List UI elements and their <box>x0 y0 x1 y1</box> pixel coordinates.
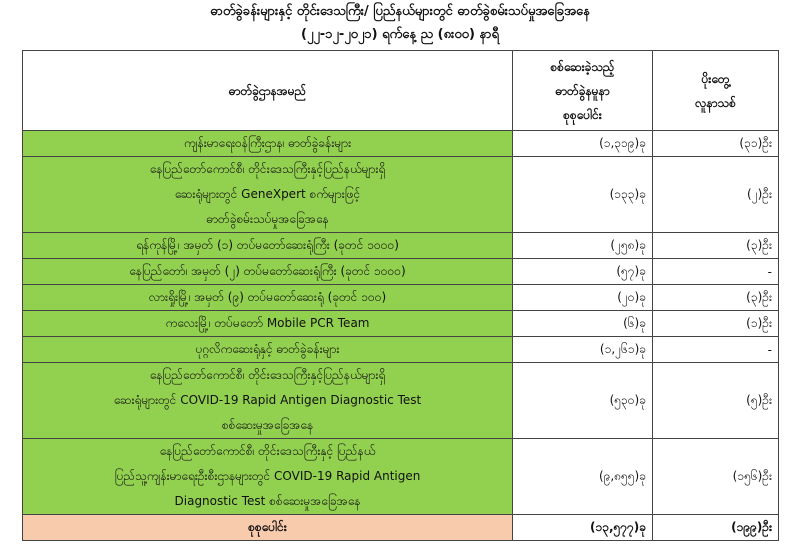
lab-name-cell <box>23 131 513 157</box>
total-tested: (၁၃,၅၇၇)ခု <box>589 519 646 534</box>
tested-count: (၂၅၈)ခု <box>610 237 646 252</box>
tested-count-cell <box>513 131 653 157</box>
positive-count: (၁)ဦး <box>746 315 772 330</box>
tested-count: (၉,၈၅၅)ခု <box>598 468 646 483</box>
tested-count: (၁,၂၆၁)ခု <box>599 341 646 356</box>
table-row <box>23 337 779 363</box>
tested-count-cell <box>513 233 653 259</box>
lab-name-text: နေပြည်တော်ကောင်စီ၊ တိုင်းဒေသကြီးနှင့် ပြည်နယ် <box>159 444 376 458</box>
table-row <box>23 439 779 515</box>
lab-name-cell <box>23 233 513 259</box>
tested-count-cell <box>513 157 653 233</box>
total-tested-cell <box>513 515 653 541</box>
total-row <box>23 515 779 541</box>
lab-name-cell <box>23 157 513 233</box>
header-lab-name <box>23 51 513 131</box>
lab-name-text: လားရှိုးမြို့၊ အမှတ် (၉) တပ်မတော်ဆေးရုံ (ခုတင် ၁၀၀) <box>148 290 387 304</box>
tested-count: (၂၀)ခု <box>617 289 646 304</box>
header-row <box>23 51 779 131</box>
tested-count: (၆)ခု <box>623 315 646 330</box>
header-tested <box>513 51 653 131</box>
positive-count-cell <box>653 233 779 259</box>
header-tested-line-2: ဓာတ်ခွဲနမူနာ <box>555 83 610 98</box>
positive-count: (၅)ဦး <box>746 392 772 407</box>
tested-count: (၁၃၃)ခု <box>609 186 646 201</box>
positive-count-cell <box>653 131 779 157</box>
tested-count-cell <box>513 337 653 363</box>
lab-name-text: ပုဂ္ဂလိကဆေးရုံနှင့် ဓာတ်ခွဲခန်းများ <box>195 342 340 356</box>
total-positive-cell <box>653 515 779 541</box>
positive-count: (၁၅၆)ဦး <box>732 468 772 483</box>
positive-count: (၃)ဦး <box>746 237 772 252</box>
tested-count: (၅၃၀)ခု <box>609 392 646 407</box>
positive-count: - <box>767 264 772 279</box>
tested-count-cell <box>513 285 653 311</box>
positive-count-cell <box>653 157 779 233</box>
positive-count-cell <box>653 259 779 285</box>
total-label: စုစုပေါင်း <box>248 520 287 534</box>
lab-name-text: ကျန်းမာရေးဝန်ကြီးဌာန၊ ဓာတ်ခွဲခန်းများ <box>183 136 352 150</box>
lab-name-cell <box>23 439 513 515</box>
table-row <box>23 157 779 233</box>
tested-count-cell <box>513 259 653 285</box>
table-row <box>23 311 779 337</box>
positive-count: - <box>767 342 772 357</box>
lab-name-text: နေပြည်တော်ကောင်စီ၊ တိုင်းဒေသကြီးနှင့်ပြည်နယ်များရှိ <box>149 162 386 176</box>
total-positive: (၁၉၉)ဦး <box>731 519 772 534</box>
tested-count: (၁,၃၁၉)ခု <box>599 135 646 150</box>
header-lab-name-text: ဓာတ်ခွဲဌာနအမည် <box>228 83 307 98</box>
lab-name-text: ကလေးမြို့၊ တပ်မတော် Mobile PCR Team <box>165 316 370 330</box>
header-tested-line-3: စုစုပေါင်း <box>563 107 602 122</box>
lab-name-cell <box>23 337 513 363</box>
report-date: (၂၂-၁၂-၂၀၂၁) ရက်နေ့ ည (၈း၀၀) နာရီ <box>301 27 499 42</box>
lab-name-text: ဓာတ်ခွဲစမ်းသပ်မှုအခြေအနေ <box>206 212 329 226</box>
lab-name-text: ဆေးရုံများတွင် COVID-19 Rapid Antigen Diagnostic Test <box>113 393 422 407</box>
positive-count-cell <box>653 363 779 439</box>
lab-name-cell <box>23 311 513 337</box>
lab-name-cell <box>23 259 513 285</box>
lab-testing-table <box>22 50 779 541</box>
lab-name-text: စစ်ဆေးမှုအခြေအနေ <box>221 418 314 432</box>
lab-name-text: ပြည်သူ့ကျန်းမာရေးဦးစီးဌာနများတွင် COVID-19 Rapid Antigen <box>114 469 421 483</box>
tested-count-cell <box>513 311 653 337</box>
total-label-cell <box>23 515 513 541</box>
positive-count-cell <box>653 285 779 311</box>
positive-count-cell <box>653 337 779 363</box>
table-row <box>23 259 779 285</box>
header-positive <box>653 51 779 131</box>
lab-name-cell <box>23 285 513 311</box>
table-row <box>23 131 779 157</box>
table-row <box>23 363 779 439</box>
tested-count-cell <box>513 439 653 515</box>
table-row <box>23 285 779 311</box>
lab-name-text: ဆေးရုံများတွင် GeneXpert စက်များဖြင့် <box>174 187 361 201</box>
lab-name-text: နေပြည်တော်ကောင်စီ၊ တိုင်းဒေသကြီးနှင့်ပြည်နယ်များရှိ <box>149 368 386 382</box>
header-tested-line-1: စစ်ဆေးခဲ့သည့် <box>550 59 615 74</box>
report-title: ဓာတ်ခွဲခန်းများနှင့် တိုင်းဒေသကြီး/ ပြည်နယ်များတွင် ဓာတ်ခွဲစမ်းသပ်မှုအခြေအနေ <box>210 4 590 19</box>
header-positive-line-1: ပိုးတွေ့ <box>701 71 730 86</box>
positive-count: (၂)ဦး <box>747 186 772 201</box>
tested-count: (၅၇)ခု <box>616 263 646 278</box>
positive-count: (၃)ဦး <box>746 289 772 304</box>
header-positive-line-2: လူနာသစ် <box>695 95 736 110</box>
positive-count: (၃၁)ဦး <box>739 135 772 150</box>
positive-count-cell <box>653 439 779 515</box>
positive-count-cell <box>653 311 779 337</box>
lab-name-text: ရန်ကုန်မြို့၊ အမှတ် (၁) တပ်မတော်ဆေးရုံကြီး (ခုတင် ၁၀၀၀) <box>136 238 399 252</box>
lab-name-cell <box>23 363 513 439</box>
lab-name-text: နေပြည်တော်၊ အမှတ် (၂) တပ်မတော်ဆေးရုံကြီး (ခုတင် ၁၀၀၀) <box>129 264 406 278</box>
table-row <box>23 233 779 259</box>
lab-name-text: Diagnostic Test စစ်ဆေးမှုအခြေအနေ <box>174 494 361 508</box>
tested-count-cell <box>513 363 653 439</box>
